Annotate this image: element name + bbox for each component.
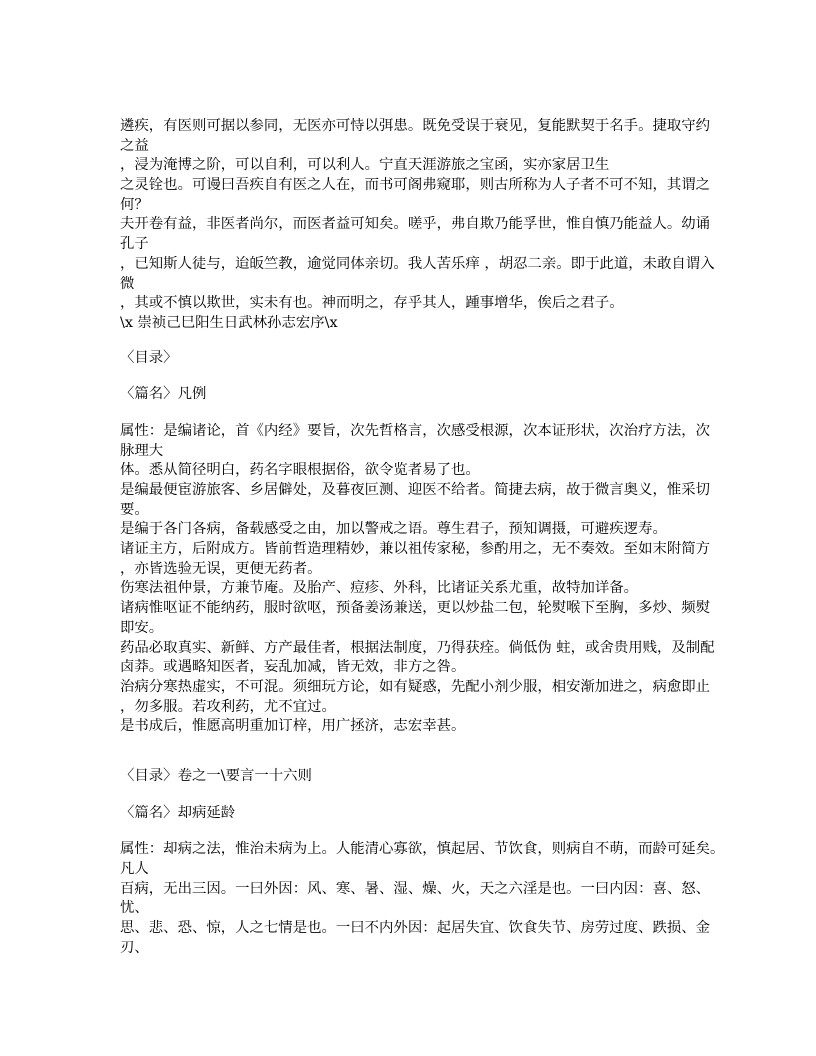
text-line: 是编于各门各病，备载感受之由，加以警戒之语。尊生君子，预知调摄，可避疾逻寿。 [120,521,667,538]
section-body [120,422,715,737]
text-line: 体。悉从简径明白，药名字眼根据俗，欲令览者易了也。 [120,462,480,479]
preface-signature: \x 崇祯己巳阳生日武林孙志宏序\x [120,314,338,331]
text-line: 是编最便宦游旅客、乡居僻处，及暮夜叵测、迎医不给者。简捷去病，故于微言奥义，惟采切 [120,482,711,498]
text-line: 即安。 [120,619,164,636]
text-line: 百病，无出三因。一曰外因：风、寒、暑、湿、燥、火，天之六淫是也。一曰内因：喜、怒、 [120,880,711,897]
text-line: 诸证主方，后附成方。皆前哲造理精妙，兼以祖传家秘，参酌用之，无不奏效。至如末附简方 [120,541,711,558]
text-line: 是书成后，惟愿高明重加订梓，用广拯济，志宏幸甚。 [120,718,466,735]
text-line: ，亦皆选验无误，更便无药者。 [120,560,322,577]
text-line: 忧、 [120,900,149,917]
text-line: 属性：却病之法，惟治未病为上。人能清心寡欲，慎起居、节饮食，则病自不萌，而龄可延矣。 [120,841,725,858]
preface-text [120,117,715,334]
chapter-title: 〈篇名〉凡例 [120,386,207,403]
text-line: 思、悲、恐、惊，人之七情是也。一曰不内外因：起居失宜、饮食失节、房劳过度、跌损、金 [120,920,711,937]
text-line: ，勿多服。若攻利药，尤不宜过。 [120,698,336,715]
text-line: ，已知斯人徒与，迨皈竺教，逾觉同体亲切。我人苦乐痒 ，胡忍二亲。即于此道，未敢自谓入 [120,255,715,272]
text-line: 凡人 [120,861,149,877]
text-line: 属性：是编诸论，首《内经》要旨，次先哲格言，次感受根源，次本证形状，次治疗方法，次 [120,422,711,439]
toc-heading: 〈目录〉 [120,349,178,366]
text-line: 药品必取真实、新鲜、方产最佳者，根据法制度，乃得获痊。倘低伪 蛀，或舍贵用贱，及制配 [120,639,715,656]
text-line: 孔子 [120,236,149,253]
document-page [120,117,725,958]
text-line: 遴疾，有医则可据以参同，无医亦可恃以弭患。既免受误于衰见，复能默契于名手。捷取守约 [120,118,711,134]
text-line: 刃、 [120,939,149,956]
text-line: 之灵铨也。可谩曰吾疾自有医之人在，而书可阁弗窥耶，则古所称为人子者不可不知，其谓之 [120,177,711,194]
text-line: 诸病惟呕证不能纳药，服时欲呕，预备姜汤兼送，更以炒盐二包，轮熨喉下至胸，多炒、频熨 [120,600,711,617]
text-line: 夫开卷有益，非医者尚尔，而医者益可知矣。嗟乎，弗自欺乃能孚世，惟自慎乃能益人。幼诵 [120,216,711,233]
text-line: 治病分寒热虚实，不可混。须细玩方论，如有疑惑，先配小剂少服，相安渐加进之，病愈即止 [120,678,711,695]
toc-heading: 〈目录〉卷之一\要言一十六则 [120,767,312,784]
text-line: 何？ [120,196,149,213]
text-line: 微 [120,275,135,292]
text-line: 要。 [120,501,149,518]
text-line: ，浸为淹博之阶，可以自利，可以利人。宁直天涯游旅之宝函，实亦家居卫生 [120,157,610,174]
text-line: 脉理大 [120,442,164,459]
text-line: 之益 [120,137,149,154]
section-body [120,840,725,958]
text-line: 伤寒法祖仲景，方兼节庵。及胎产、痘疹、外科，比诸证关系尤重，故特加详备。 [120,580,639,597]
text-line: 卤莽。或遇略知医者，妄乱加减，皆无效，非方之咎。 [120,659,466,676]
text-line: ，其或不慎以欺世，实未有也。神而明之，存乎其人，踵事增华，俟后之君子。 [120,295,624,312]
chapter-title: 〈篇名〉却病延龄 [120,804,236,821]
